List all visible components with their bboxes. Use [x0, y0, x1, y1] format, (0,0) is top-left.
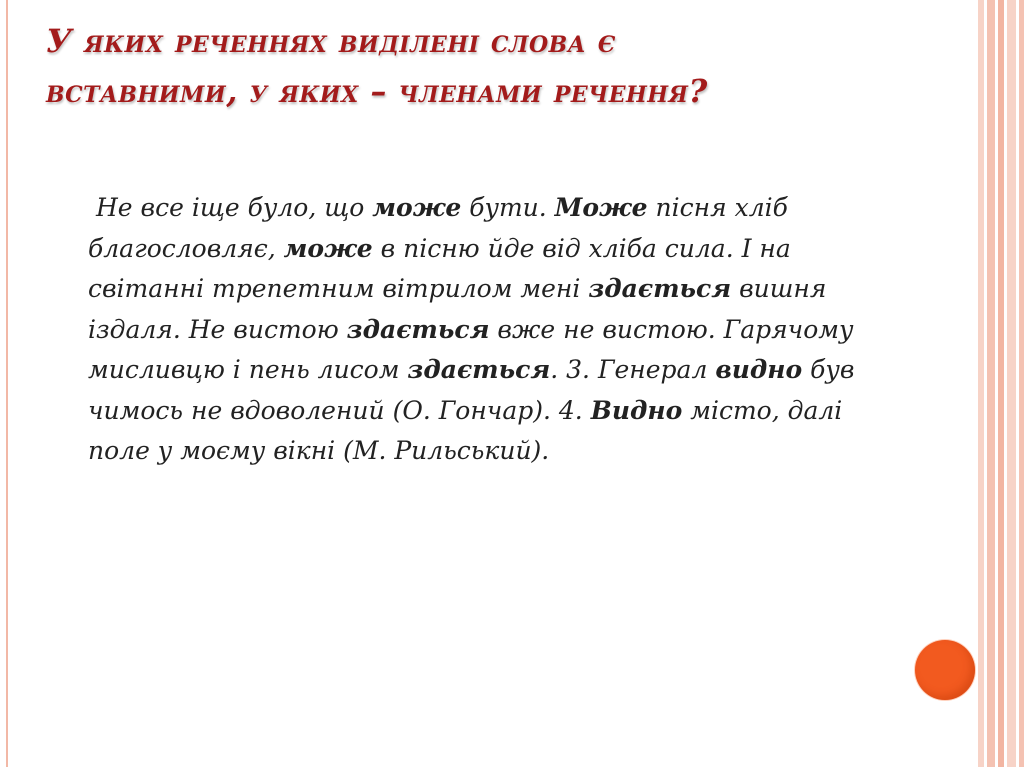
highlighted-word: здається [346, 314, 490, 344]
highlighted-word: здається [407, 355, 551, 384]
text-segment: місто, далі поле у моєму вікні (М. Рильський). [88, 395, 843, 465]
text-segment: . 3. Генерал [550, 355, 716, 384]
highlighted-word: може [283, 233, 373, 263]
right-decorative-stripes [978, 0, 1024, 767]
exercise-text [88, 188, 898, 472]
highlighted-word: Може [554, 193, 648, 222]
highlighted-word: здається [588, 274, 732, 303]
highlighted-word: Видно [590, 395, 683, 425]
stripe [1019, 0, 1024, 767]
title-line-2: вставними, у яких – членами речення? [46, 72, 708, 110]
text-segment: був чимось не вдоволений (О. Гончар). 4. [88, 355, 855, 425]
text-segment: в пісню йде від хліба сила. І на світанні трепетним вітрилом мені [88, 233, 791, 303]
left-border-line [6, 0, 8, 767]
stripe [1007, 0, 1016, 767]
orange-circle-decoration [915, 640, 975, 700]
highlighted-word: може [372, 193, 462, 222]
text-segment: вишня іздаля. Не вистою [88, 274, 827, 344]
highlighted-word: видно [715, 355, 803, 384]
title-line-1: У яких реченнях виділені слова є [46, 22, 616, 60]
text-segment: пісня хліб благословляє, [88, 193, 788, 263]
text-segment: вже не вистою. Гарячому мисливцю і пень лисом [88, 314, 854, 384]
stripe [987, 0, 995, 767]
text-segment: бути. [461, 193, 555, 222]
text-segment: Не все іще було, що [96, 193, 373, 222]
slide-title [46, 16, 946, 116]
